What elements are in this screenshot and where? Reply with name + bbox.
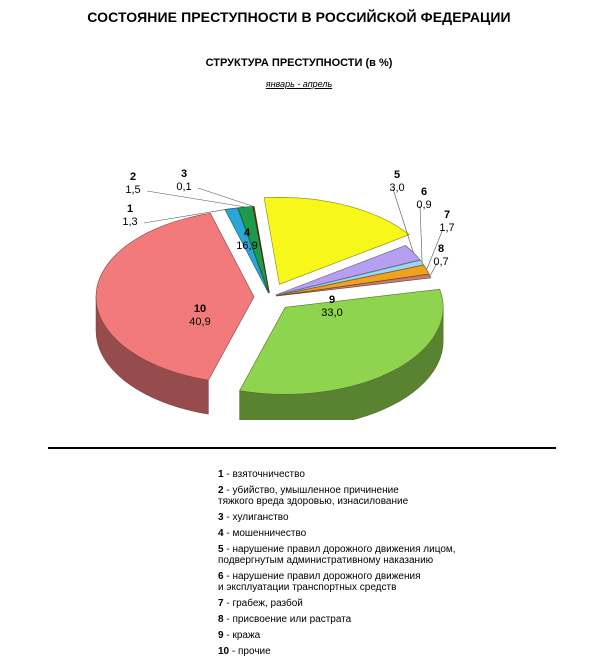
legend-line [218, 485, 518, 496]
legend-number: 3 [218, 512, 224, 523]
legend-number: 2 [218, 485, 224, 496]
legend-text: - присвоение или растрата [223, 614, 352, 625]
page-title: СОСТОЯНИЕ ПРЕСТУПНОСТИ В РОССИЙСКОЙ ФЕДЕРАЦИИ [87, 9, 511, 25]
legend-number: 4 [218, 528, 224, 539]
leader-line [393, 189, 413, 252]
legend-item [218, 614, 518, 625]
legend-number: 8 [218, 614, 224, 625]
slice-value-label: 0,9 [416, 199, 432, 211]
legend-item [218, 598, 518, 609]
legend-line [218, 512, 518, 523]
legend-item [218, 630, 518, 641]
legend-number: 7 [218, 598, 224, 609]
legend-line [218, 598, 518, 609]
legend-item [218, 528, 518, 539]
legend [218, 469, 518, 662]
legend-line [218, 544, 518, 555]
legend-text: - нарушение правил дорожного движения [223, 571, 421, 582]
slice-number-label: 10 [193, 303, 207, 315]
legend-number: 1 [218, 469, 224, 480]
legend-line: тяжкого вреда здоровью, изнасилование [218, 496, 409, 507]
slice-value-label: 0,7 [433, 256, 449, 268]
legend-item [218, 544, 518, 566]
slice-number-label: 2 [129, 171, 137, 183]
legend-number: 10 [218, 646, 230, 657]
chart-subtitle: СТРУКТУРА ПРЕСТУПНОСТИ (в %) [205, 57, 393, 69]
legend-text: - грабеж, разбой [223, 598, 303, 609]
legend-text: - взяточничество [223, 469, 305, 480]
legend-line [218, 528, 518, 539]
legend-text: - хулиганство [223, 512, 289, 523]
slice-value-label: 0,1 [176, 181, 192, 193]
slice-number-label: 3 [180, 168, 188, 180]
slice-value-label: 16,9 [236, 240, 258, 252]
legend-text: - прочие [229, 646, 271, 657]
legend-item [218, 485, 518, 507]
slice-number-label: 1 [126, 203, 134, 215]
legend-item [218, 512, 518, 523]
legend-item [218, 571, 518, 593]
slice-value-label: 3,0 [389, 182, 405, 194]
slice-value-label: 1,3 [122, 216, 138, 228]
slice-number-label: 5 [393, 169, 401, 181]
legend-number: 9 [218, 630, 224, 641]
pie-chart [0, 150, 598, 420]
legend-line: и эксплуатации транспортных средств [218, 582, 397, 593]
slice-number-label: 4 [243, 227, 251, 239]
legend-item [218, 646, 518, 657]
legend-line [218, 630, 518, 641]
slice-value-label: 1,7 [439, 222, 455, 234]
legend-line [218, 469, 518, 480]
slice-number-label: 7 [443, 209, 451, 221]
slice-value-label: 33,0 [321, 307, 343, 319]
legend-text: - нарушение правил дорожного движения лицом, [223, 544, 456, 555]
legend-number: 6 [218, 571, 224, 582]
slice-number-label: 8 [437, 243, 445, 255]
legend-text: - мошенничество [223, 528, 307, 539]
legend-line [218, 571, 518, 582]
divider [48, 447, 556, 449]
slice-value-label: 40,9 [189, 316, 211, 328]
legend-line: подвергнутым административному наказанию [218, 555, 434, 566]
slice-number-label: 6 [420, 186, 428, 198]
legend-line [218, 646, 518, 657]
slice-number-label: 9 [328, 294, 336, 306]
period-label: январь - апрель [265, 79, 333, 89]
legend-number: 5 [218, 544, 224, 555]
legend-text: - убийство, умышленное причинение [223, 485, 399, 496]
legend-line [218, 614, 518, 625]
leader-line [420, 206, 422, 263]
slice-value-label: 1,5 [125, 184, 141, 196]
legend-item [218, 469, 518, 480]
legend-text: - кража [223, 630, 261, 641]
